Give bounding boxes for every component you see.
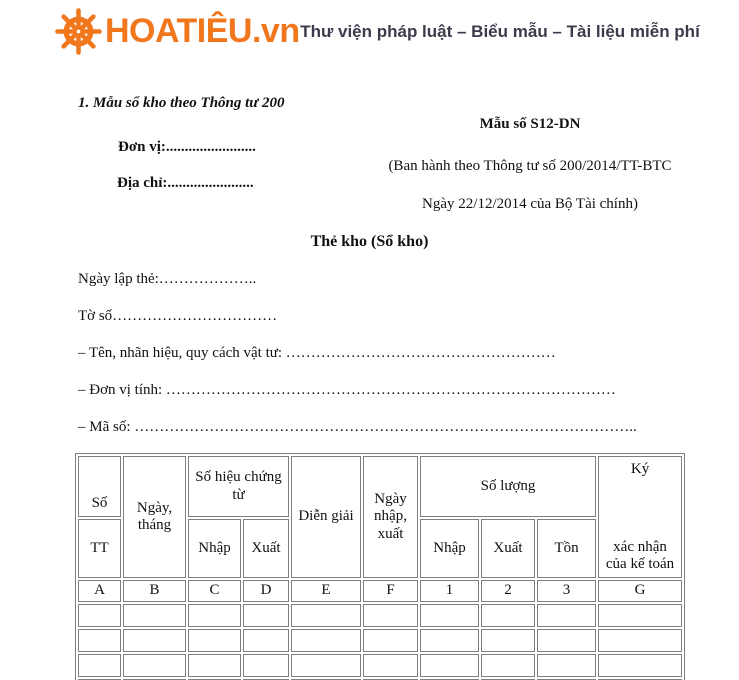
empty-cell [481, 604, 535, 627]
unit-blank-line: Đơn vị:........................ [118, 139, 256, 155]
header-doc-in: Nhập [188, 519, 241, 578]
empty-cell [188, 654, 241, 677]
header-qty-balance: Tồn [537, 519, 596, 578]
header-qty-in: Nhập [420, 519, 479, 578]
table-header-row-1 [78, 456, 682, 517]
site-tagline: Thư viện pháp luật – Biểu mẫu – Tài liệu miễn phí [300, 22, 700, 41]
card-date-blank-line: Ngày lập thẻ:……………….. [78, 271, 257, 287]
issued-line-2: Ngày 22/12/2014 của Bộ Tài chính) [422, 196, 638, 212]
empty-cell [363, 654, 418, 677]
issued-line-1: (Ban hành theo Thông tư số 200/2014/TT-BTC [388, 158, 672, 174]
column-key: C [188, 580, 241, 602]
address-blank-line: Địa chỉ:....................... [117, 175, 254, 191]
column-key: 2 [481, 580, 535, 602]
sheet-number-blank-line: Tờ số…………………………… [78, 308, 278, 324]
empty-cell [78, 654, 121, 677]
column-key-row [78, 580, 682, 602]
empty-cell [291, 629, 361, 652]
empty-cell [481, 629, 535, 652]
brand-text: HOATIÊU.vn [105, 12, 300, 50]
empty-cell [598, 604, 682, 627]
masthead [55, 8, 300, 55]
unit-of-measure-blank-line: – Đơn vị tính: ……………………………………………………………………………… [78, 382, 616, 398]
empty-cell [243, 604, 289, 627]
empty-cell [291, 604, 361, 627]
empty-cell [78, 629, 121, 652]
empty-cell [123, 604, 186, 627]
empty-cell [420, 604, 479, 627]
empty-data-row [78, 654, 682, 677]
column-key: E [291, 580, 361, 602]
empty-cell [598, 629, 682, 652]
empty-cell [243, 629, 289, 652]
header-qty-out: Xuất [481, 519, 535, 578]
empty-data-row [78, 629, 682, 652]
empty-cell [598, 654, 682, 677]
item-code-blank-line: – Mã số: ……………………………………………………………………………………….. [78, 419, 637, 435]
empty-cell [188, 629, 241, 652]
header-doc-group: Số hiệu chứng từ [188, 456, 289, 517]
column-key: 1 [420, 580, 479, 602]
empty-cell [291, 654, 361, 677]
column-key: G [598, 580, 682, 602]
header-inout-date: Ngày nhập, xuất [363, 456, 418, 578]
header-stt-top: Số [78, 456, 121, 517]
empty-cell [363, 629, 418, 652]
empty-cell [420, 629, 479, 652]
document-title: Thẻ kho (Sổ kho) [310, 233, 429, 250]
section-title: 1. Mẫu sổ kho theo Thông tư 200 [78, 95, 285, 111]
header-description: Diễn giải [291, 456, 361, 578]
empty-cell [420, 654, 479, 677]
column-key: 3 [537, 580, 596, 602]
empty-cell [188, 604, 241, 627]
header-stt-bottom: TT [78, 519, 121, 578]
empty-cell [123, 629, 186, 652]
stock-card-table [75, 453, 685, 680]
header-qty-group: Số lượng [420, 456, 596, 517]
ship-wheel-icon [55, 8, 102, 55]
header-sign-top: Ký [630, 461, 650, 477]
column-key: F [363, 580, 418, 602]
empty-cell [537, 604, 596, 627]
empty-cell [123, 654, 186, 677]
item-name-blank-line: – Tên, nhãn hiệu, quy cách vật tư: ……………………………………………… [78, 345, 556, 361]
empty-cell [537, 654, 596, 677]
empty-cell [537, 629, 596, 652]
column-key: D [243, 580, 289, 602]
column-key: B [123, 580, 186, 602]
header-sign-bottom: xác nhận của kế toán [605, 538, 675, 572]
empty-cell [243, 654, 289, 677]
column-key: A [78, 580, 121, 602]
empty-cell [363, 604, 418, 627]
header-doc-out: Xuất [243, 519, 289, 578]
header-sign [598, 456, 682, 578]
form-number: Mẫu số S12-DN [479, 116, 581, 132]
empty-cell [78, 604, 121, 627]
empty-cell [481, 654, 535, 677]
empty-data-row [78, 604, 682, 627]
header-date: Ngày, tháng [123, 456, 186, 578]
